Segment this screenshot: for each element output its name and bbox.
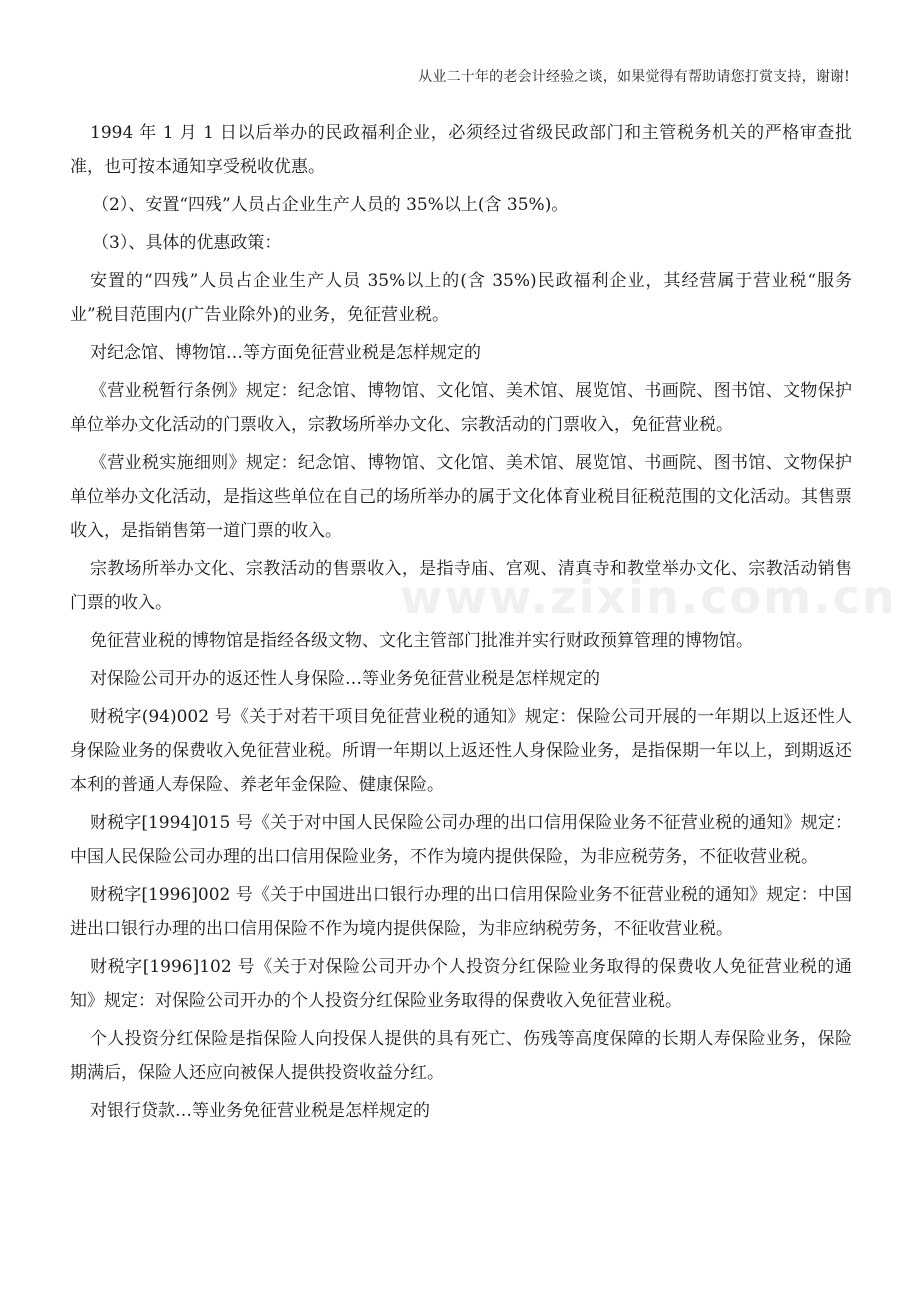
paragraph: （3）、具体的优惠政策： — [92, 233, 282, 253]
section-heading: 对保险公司开办的返还性人身保险…等业务免征营业税是怎样规定的 — [90, 669, 600, 689]
paragraph: 1994 年 1 月 1 日以后举办的民政福利企业，必须经过省级民政部门和主管税务机关的严格审查批准，也可按本通知享受税收优惠。 — [70, 123, 852, 177]
paragraph: 财税字[1996]102 号《关于对保险公司开办个人投资分红保险业务取得的保费收人免征营业税的通知》规定：对保险公司开办的个人投资分红保险业务取得的保费收入免征营业税。 — [70, 957, 852, 1011]
paragraph: 财税字[1996]002 号《关于中国进出口银行办理的出口信用保险业务不征营业税的通知》规定：中国进出口银行办理的出口信用保险不作为境内提供保险，为非应纳税劳务，不征收营业税。 — [70, 885, 852, 939]
paragraph: 安置的“四残”人员占企业生产人员 35%以上的(含 35%)民政福利企业，其经营属于营业税“服务业”税目范围内(广告业除外)的业务，免征营业税。 — [70, 271, 852, 325]
document-body — [70, 116, 852, 1132]
header-note: 从业二十年的老会计经验之谈，如果觉得有帮助请您打赏支持，谢谢! — [418, 69, 850, 85]
paragraph: 财税字(94)002 号《关于对若干项目免征营业税的通知》规定：保险公司开展的一年期以上返还性人身保险业务的保费收入免征营业税。所谓一年期以上返还性人身保险业务，是指保期一年以上，到期返还本利的普通人寿保险、养老年金保险、健康保险。 — [70, 707, 852, 795]
paragraph: 《营业税暂行条例》规定：纪念馆、博物馆、文化馆、美术馆、展览馆、书画院、图书馆、文物保护单位举办文化活动的门票收入，宗教场所举办文化、宗教活动的门票收入，免征营业税。 — [70, 381, 852, 435]
paragraph: 财税字[1994]015 号《关于对中国人民保险公司办理的出口信用保险业务不征营业税的通知》规定：中国人民保险公司办理的出口信用保险业务，不作为境内提供保险，为非应税劳务，不征收营业税。 — [70, 813, 852, 867]
paragraph: 《营业税实施细则》规定：纪念馆、博物馆、文化馆、美术馆、展览馆、书画院、图书馆、文物保护单位举办文化活动，是指这些单位在自己的场所举办的属于文化体育业税目征税范围的文化活动。其售票收入，是指销售第一道门票的收入。 — [70, 453, 852, 541]
paragraph: 宗教场所举办文化、宗教活动的售票收入，是指寺庙、宫观、清真寺和教堂举办文化、宗教活动销售门票的收入。 — [70, 559, 852, 613]
paragraph: 个人投资分红保险是指保险人向投保人提供的具有死亡、伤残等高度保障的长期人寿保险业务，保险期满后，保险人还应向被保人提供投资收益分红。 — [70, 1029, 852, 1083]
section-heading: 对银行贷款…等业务免征营业税是怎样规定的 — [90, 1101, 430, 1121]
paragraph: （2）、安置“四残”人员占企业生产人员的 35%以上(含 35%)。 — [92, 195, 569, 215]
section-heading: 对纪念馆、博物馆…等方面免征营业税是怎样规定的 — [90, 343, 481, 363]
paragraph: 免征营业税的博物馆是指经各级文物、文化主管部门批准并实行财政预算管理的博物馆。 — [90, 631, 753, 651]
watermark: www.zixin.com.cn — [400, 570, 897, 624]
